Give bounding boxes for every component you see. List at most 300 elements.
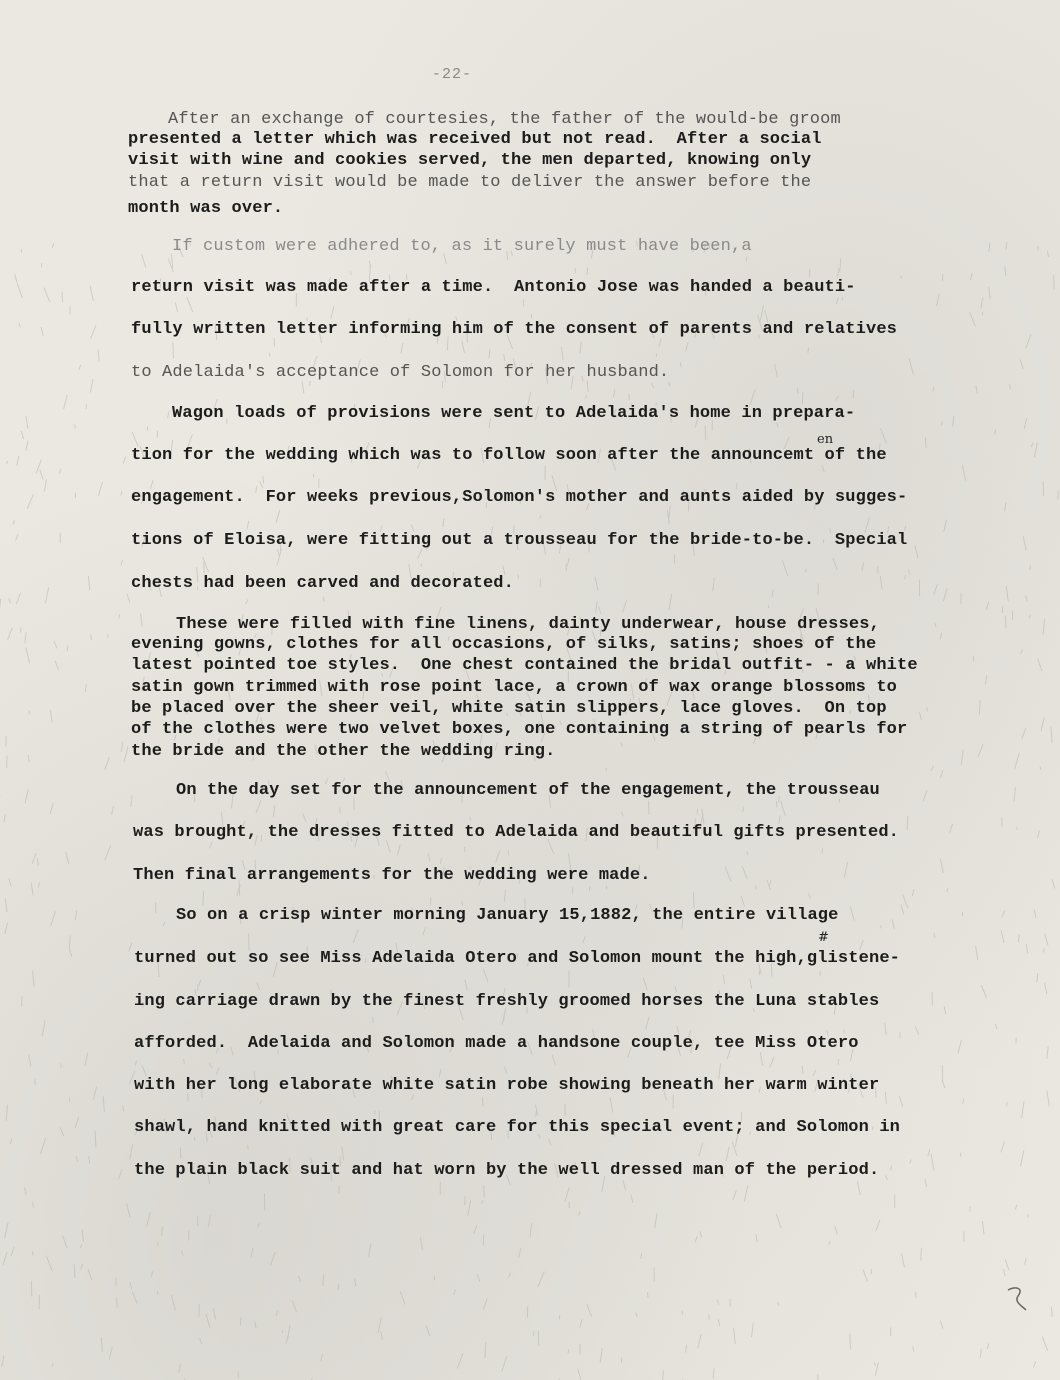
texture-stroke: [1025, 1259, 1027, 1265]
texture-stroke: [1031, 443, 1033, 447]
texture-stroke: [8, 628, 13, 640]
texture-stroke: [756, 885, 757, 889]
texture-stroke: [776, 801, 777, 807]
texture-stroke: [468, 1201, 471, 1216]
texture-stroke: [62, 1235, 67, 1248]
texture-stroke: [33, 971, 35, 986]
texture-stroke: [886, 1175, 888, 1180]
texture-stroke: [69, 935, 70, 950]
texture-stroke: [631, 1195, 633, 1203]
texture-stroke: [1058, 491, 1059, 500]
text-line: afforded. Adelaida and Solomon made a handsone couple, tee Miss Otero: [134, 1034, 859, 1053]
texture-stroke: [151, 1271, 152, 1277]
texture-stroke: [462, 901, 463, 905]
texture-stroke: [892, 920, 894, 930]
texture-stroke: [901, 905, 904, 915]
texture-stroke: [378, 1317, 381, 1333]
texture-stroke: [9, 879, 11, 887]
texture-stroke: [168, 411, 170, 418]
texture-stroke: [273, 805, 275, 817]
texture-stroke: [25, 632, 26, 643]
texture-stroke: [623, 1180, 626, 1190]
texture-stroke: [656, 353, 657, 357]
text-line: tions of Eloisa, were fitting out a trousseau for the bride-to-be. Special: [131, 531, 908, 550]
texture-stroke: [369, 1244, 372, 1257]
texture-stroke: [121, 491, 122, 496]
texture-stroke: [340, 807, 341, 813]
texture-stroke: [986, 675, 987, 684]
texture-stroke: [756, 1234, 757, 1242]
texture-stroke: [726, 1147, 729, 1161]
text-line: On the day set for the announcement of the engagement, the trousseau: [176, 781, 880, 800]
texture-stroke: [470, 817, 471, 821]
texture-stroke: [1002, 911, 1005, 918]
texture-stroke: [925, 1179, 927, 1187]
texture-stroke: [835, 1226, 837, 1234]
texture-stroke: [802, 392, 803, 404]
texture-stroke: [26, 441, 28, 451]
texture-stroke: [70, 950, 72, 957]
texture-stroke: [1035, 442, 1038, 457]
texture-stroke: [109, 1347, 112, 1360]
texture-stroke: [910, 1160, 912, 1164]
texture-stroke: [90, 286, 93, 301]
texture-stroke: [718, 1300, 719, 1305]
texture-stroke: [880, 576, 882, 589]
texture-stroke: [996, 1024, 997, 1029]
texture-stroke: [1003, 1269, 1005, 1276]
texture-stroke: [1040, 767, 1041, 770]
texture-stroke: [1045, 983, 1047, 994]
texture-stroke: [28, 755, 29, 762]
texture-stroke: [251, 1248, 253, 1257]
texture-stroke: [641, 1253, 642, 1259]
texture-stroke: [401, 343, 403, 353]
texture-stroke: [1051, 727, 1052, 743]
texture-stroke: [175, 302, 177, 312]
texture-stroke: [778, 1302, 779, 1305]
texture-stroke: [655, 1213, 657, 1228]
texture-stroke: [600, 1348, 602, 1363]
texture-stroke: [961, 750, 963, 765]
text-line: turned out so see Miss Adelaida Otero and Solomon mount the high,glistene-: [134, 949, 901, 968]
texture-stroke: [838, 268, 840, 277]
texture-stroke: [995, 429, 996, 435]
texture-stroke: [1033, 1361, 1035, 1367]
texture-stroke: [1028, 1214, 1029, 1217]
texture-stroke: [60, 1127, 64, 1136]
texture-stroke: [85, 1053, 88, 1066]
texture-stroke: [132, 1292, 137, 1304]
texture-stroke: [1051, 1307, 1052, 1317]
texture-stroke: [876, 1220, 880, 1232]
texture-stroke: [613, 389, 615, 397]
texture-stroke: [669, 594, 672, 610]
texture-stroke: [50, 803, 53, 814]
texture-stroke: [1021, 1151, 1024, 1167]
texture-stroke: [199, 980, 201, 986]
text-line: ing carriage drawn by the finest freshly groomed horses the Luna stables: [134, 992, 880, 1011]
texture-stroke: [742, 866, 747, 879]
texture-stroke: [983, 1221, 985, 1234]
texture-stroke: [874, 1363, 875, 1366]
texture-stroke: [680, 362, 681, 367]
text-line: to Adelaida's acceptance of Solomon for her husband.: [131, 363, 670, 382]
texture-stroke: [695, 1236, 697, 1242]
texture-stroke: [260, 481, 263, 488]
texture-stroke: [81, 1264, 83, 1270]
texture-stroke: [181, 1251, 183, 1256]
texture-stroke: [26, 647, 30, 663]
text-line: return visit was made after a time. Antonio Jose was handed a beauti-: [131, 278, 856, 297]
texture-stroke: [1026, 944, 1028, 954]
corner-pencil-mark: [1004, 1282, 1032, 1316]
texture-stroke: [934, 933, 935, 938]
texture-stroke: [76, 1156, 78, 1161]
texture-stroke: [11, 1247, 15, 1256]
texture-stroke: [342, 1146, 344, 1160]
text-line: If custom were adhered to, as it surely must have been,a: [172, 237, 752, 256]
texture-stroke: [533, 1331, 534, 1336]
texture-stroke: [67, 646, 68, 652]
texture-stroke: [772, 590, 773, 598]
texture-stroke: [132, 432, 138, 447]
texture-stroke: [44, 288, 50, 303]
texture-stroke: [949, 824, 952, 833]
texture-stroke: [52, 1363, 53, 1366]
texture-stroke: [323, 1275, 324, 1286]
texture-stroke: [440, 858, 442, 864]
texture-stroke: [10, 1139, 12, 1145]
texture-stroke: [752, 1323, 754, 1337]
texture-stroke: [1052, 879, 1055, 888]
texture-stroke: [101, 1337, 102, 1352]
texture-stroke: [98, 350, 99, 362]
texture-stroke: [1041, 717, 1044, 731]
texture-stroke: [14, 520, 15, 525]
texture-stroke: [142, 255, 146, 268]
text-line: presented a letter which was received but not read. After a social: [128, 130, 822, 149]
texture-stroke: [123, 457, 126, 464]
texture-stroke: [240, 1317, 241, 1325]
texture-stroke: [699, 1143, 703, 1156]
texture-stroke: [27, 494, 33, 509]
texture-stroke: [260, 1100, 262, 1104]
texture-stroke: [89, 1156, 90, 1164]
texture-stroke: [988, 1344, 989, 1349]
texture-stroke: [0, 599, 1, 612]
texture-stroke: [941, 421, 942, 425]
texture-stroke: [989, 287, 990, 299]
texture-stroke: [978, 744, 983, 757]
texture-stroke: [91, 635, 92, 640]
text-line: with her long elaborate white satin robe showing beneath her warm winter: [134, 1076, 880, 1095]
texture-stroke: [844, 862, 847, 877]
texture-stroke: [944, 588, 948, 601]
texture-stroke: [583, 936, 586, 943]
texture-stroke: [1001, 930, 1004, 943]
texture-stroke: [17, 284, 22, 298]
texture-stroke: [127, 594, 130, 603]
texture-stroke: [962, 465, 965, 481]
texture-stroke: [904, 575, 905, 579]
text-line: was brought, the dresses fitted to Adelaida and beautiful gifts presented.: [133, 823, 900, 842]
texture-stroke: [255, 1322, 256, 1328]
text-line: of the clothes were two velvet boxes, one containing a string of pearls for: [131, 720, 908, 739]
texture-stroke: [981, 297, 983, 309]
texture-stroke: [953, 416, 954, 427]
texture-stroke: [1023, 536, 1026, 551]
texture-stroke: [331, 306, 334, 318]
texture-stroke: [743, 807, 744, 812]
texture-stroke: [91, 325, 97, 339]
text-line: These were filled with fine linens, dainty underwear, house dresses,: [176, 615, 880, 634]
texture-stroke: [173, 342, 174, 359]
texture-stroke: [141, 613, 143, 626]
texture-stroke: [931, 766, 933, 771]
texture-stroke: [686, 1345, 687, 1353]
texture-stroke: [41, 327, 43, 336]
texture-stroke: [744, 1185, 747, 1201]
texture-stroke: [41, 1138, 46, 1154]
texture-stroke: [16, 593, 20, 604]
texture-stroke: [569, 1202, 570, 1209]
texture-stroke: [565, 1187, 569, 1201]
texture-stroke: [462, 341, 464, 353]
texture-stroke: [1034, 909, 1036, 917]
text-line: the bride and the other the wedding ring.: [131, 742, 556, 761]
text-line: tion for the wedding which was to follow soon after the announcemt of the: [131, 446, 887, 465]
texture-stroke: [25, 789, 29, 803]
texture-stroke: [42, 1020, 45, 1037]
texture-stroke: [944, 1006, 946, 1014]
texture-stroke: [698, 1335, 701, 1349]
texture-stroke: [485, 1343, 486, 1358]
texture-stroke: [1001, 1141, 1005, 1152]
texture-stroke: [270, 1252, 275, 1265]
texture-stroke: [750, 389, 755, 405]
texture-stroke: [733, 1191, 737, 1201]
texture-stroke: [578, 1369, 581, 1380]
texture-stroke: [741, 896, 744, 907]
texture-stroke: [833, 558, 837, 570]
texture-stroke: [662, 1370, 663, 1380]
texture-stroke: [976, 386, 977, 394]
texture-stroke: [74, 1264, 75, 1278]
texture-stroke: [61, 1063, 62, 1068]
texture-stroke: [263, 476, 264, 483]
texture-stroke: [915, 1027, 918, 1035]
texture-stroke: [915, 545, 918, 558]
texture-stroke: [338, 1284, 339, 1290]
texture-stroke: [64, 395, 67, 409]
texture-stroke: [131, 795, 132, 807]
texture-stroke: [829, 1241, 831, 1245]
texture-stroke: [2, 1355, 4, 1367]
texture-stroke: [934, 584, 938, 595]
texture-stroke: [1005, 616, 1006, 629]
texture-stroke: [530, 1223, 532, 1238]
texture-stroke: [298, 1276, 300, 1282]
texture-stroke: [982, 312, 983, 315]
texture-stroke: [9, 599, 11, 604]
texture-stroke: [94, 1087, 97, 1100]
texture-stroke: [587, 1304, 592, 1316]
texture-stroke: [623, 600, 627, 612]
texture-stroke: [646, 1017, 649, 1029]
texture-stroke: [95, 1131, 96, 1148]
texture-stroke: [928, 1149, 930, 1156]
texture-stroke: [25, 1188, 27, 1195]
texture-stroke: [931, 1154, 934, 1171]
texture-stroke: [54, 641, 57, 648]
texture-stroke: [976, 946, 978, 960]
texture-stroke: [483, 969, 488, 982]
texture-stroke: [862, 562, 864, 571]
texture-stroke: [774, 364, 777, 378]
texture-stroke: [1029, 615, 1030, 618]
texture-stroke: [147, 1212, 151, 1227]
texture-stroke: [940, 1321, 943, 1329]
text-line: the plain black suit and hat worn by the well dressed man of the period.: [134, 1161, 880, 1180]
texture-stroke: [935, 623, 936, 627]
texture-stroke: [1022, 728, 1026, 739]
texture-stroke: [504, 1067, 507, 1073]
texture-stroke: [66, 852, 69, 864]
texture-stroke: [925, 437, 926, 448]
text-line: chests had been carved and decorated.: [131, 574, 515, 593]
texture-stroke: [21, 249, 22, 253]
texture-stroke: [536, 1110, 537, 1117]
texture-stroke: [643, 978, 647, 990]
texture-stroke: [1038, 831, 1040, 839]
texture-stroke: [838, 1059, 839, 1065]
texture-stroke: [1042, 1337, 1048, 1351]
texture-stroke: [538, 1272, 544, 1287]
texture-stroke: [940, 859, 943, 873]
texture-stroke: [238, 1371, 239, 1378]
texture-stroke: [179, 1364, 181, 1373]
texture-stroke: [940, 770, 943, 778]
texture-stroke: [979, 700, 980, 715]
texture-stroke: [130, 1144, 133, 1159]
texture-stroke: [908, 570, 909, 574]
texture-stroke: [850, 1334, 851, 1349]
texture-stroke: [256, 800, 261, 813]
texture-stroke: [540, 515, 541, 519]
texture-stroke: [920, 712, 922, 720]
texture-stroke: [648, 1292, 649, 1298]
texture-stroke: [292, 1301, 296, 1312]
texture-stroke: [248, 1145, 249, 1150]
texture-stroke: [397, 844, 400, 855]
texture-stroke: [208, 1215, 210, 1228]
texture-stroke: [420, 1237, 422, 1250]
texture-stroke: [5, 923, 8, 934]
texture-stroke: [5, 898, 7, 912]
texture-stroke: [288, 1325, 290, 1338]
texture-stroke: [857, 1181, 860, 1195]
texture-stroke: [26, 416, 28, 429]
text-line: shawl, hand knitted with great care for this special event; and Solomon in: [134, 1118, 901, 1137]
texture-stroke: [1047, 250, 1048, 257]
texture-stroke: [980, 1349, 981, 1358]
texture-stroke: [713, 577, 715, 591]
texture-stroke: [124, 746, 128, 762]
texture-stroke: [127, 1204, 130, 1218]
texture-stroke: [927, 707, 928, 712]
texture-stroke: [6, 461, 7, 464]
texture-stroke: [75, 911, 76, 921]
handwritten-insert-hash: #: [818, 930, 829, 945]
texture-stroke: [760, 305, 764, 321]
texture-stroke: [457, 1353, 463, 1368]
texture-stroke: [1037, 973, 1038, 983]
texture-stroke: [770, 1057, 774, 1068]
texture-stroke: [32, 1251, 33, 1255]
texture-stroke: [1018, 935, 1019, 943]
texture-stroke: [1005, 503, 1006, 512]
texture-stroke: [210, 1063, 212, 1068]
texture-stroke: [82, 1230, 83, 1242]
texture-stroke: [426, 1325, 430, 1336]
texture-stroke: [172, 1295, 176, 1311]
texture-stroke: [746, 257, 747, 262]
texture-stroke: [213, 1308, 215, 1319]
text-line: be placed over the sheer veil, white satin slippers, lace gloves. On top: [131, 699, 887, 718]
texture-stroke: [734, 1328, 736, 1343]
texture-stroke: [199, 1304, 200, 1317]
texture-stroke: [489, 350, 490, 359]
texture-stroke: [46, 1256, 52, 1272]
texture-stroke: [940, 633, 941, 639]
texture-stroke: [163, 922, 165, 926]
texture-stroke: [303, 814, 306, 822]
texture-stroke: [400, 1292, 405, 1305]
texture-stroke: [709, 1315, 710, 1320]
texture-stroke: [423, 927, 426, 935]
texture-stroke: [723, 975, 724, 984]
texture-stroke: [247, 521, 249, 529]
texture-stroke: [206, 1314, 210, 1328]
texture-stroke: [1006, 242, 1007, 249]
texture-stroke: [885, 1023, 887, 1035]
texture-stroke: [257, 982, 260, 990]
texture-stroke: [913, 1346, 914, 1351]
texture-stroke: [622, 812, 624, 817]
texture-stroke: [725, 867, 731, 881]
texture-stroke: [1043, 619, 1045, 635]
texture-stroke: [1005, 1259, 1009, 1270]
texture-stroke: [6, 1105, 7, 1121]
texture-stroke: [350, 271, 351, 275]
texture-stroke: [246, 600, 248, 605]
texture-stroke: [1007, 1102, 1008, 1106]
texture-stroke: [822, 465, 825, 472]
texture-stroke: [15, 274, 17, 283]
texture-stroke: [1005, 267, 1006, 276]
texture-stroke: [760, 1052, 762, 1065]
texture-stroke: [986, 602, 989, 610]
texture-stroke: [5, 1223, 9, 1239]
texture-stroke: [809, 893, 811, 898]
texture-stroke: [989, 243, 990, 252]
text-line: Wagon loads of provisions were sent to Adelaida's home in prepara-: [172, 404, 856, 423]
texture-stroke: [29, 1055, 31, 1067]
text-line: engagement. For weeks previous,Solomon's mother and aunts aided by sugges-: [131, 488, 908, 507]
texture-stroke: [454, 1290, 455, 1295]
texture-stroke: [518, 575, 519, 579]
